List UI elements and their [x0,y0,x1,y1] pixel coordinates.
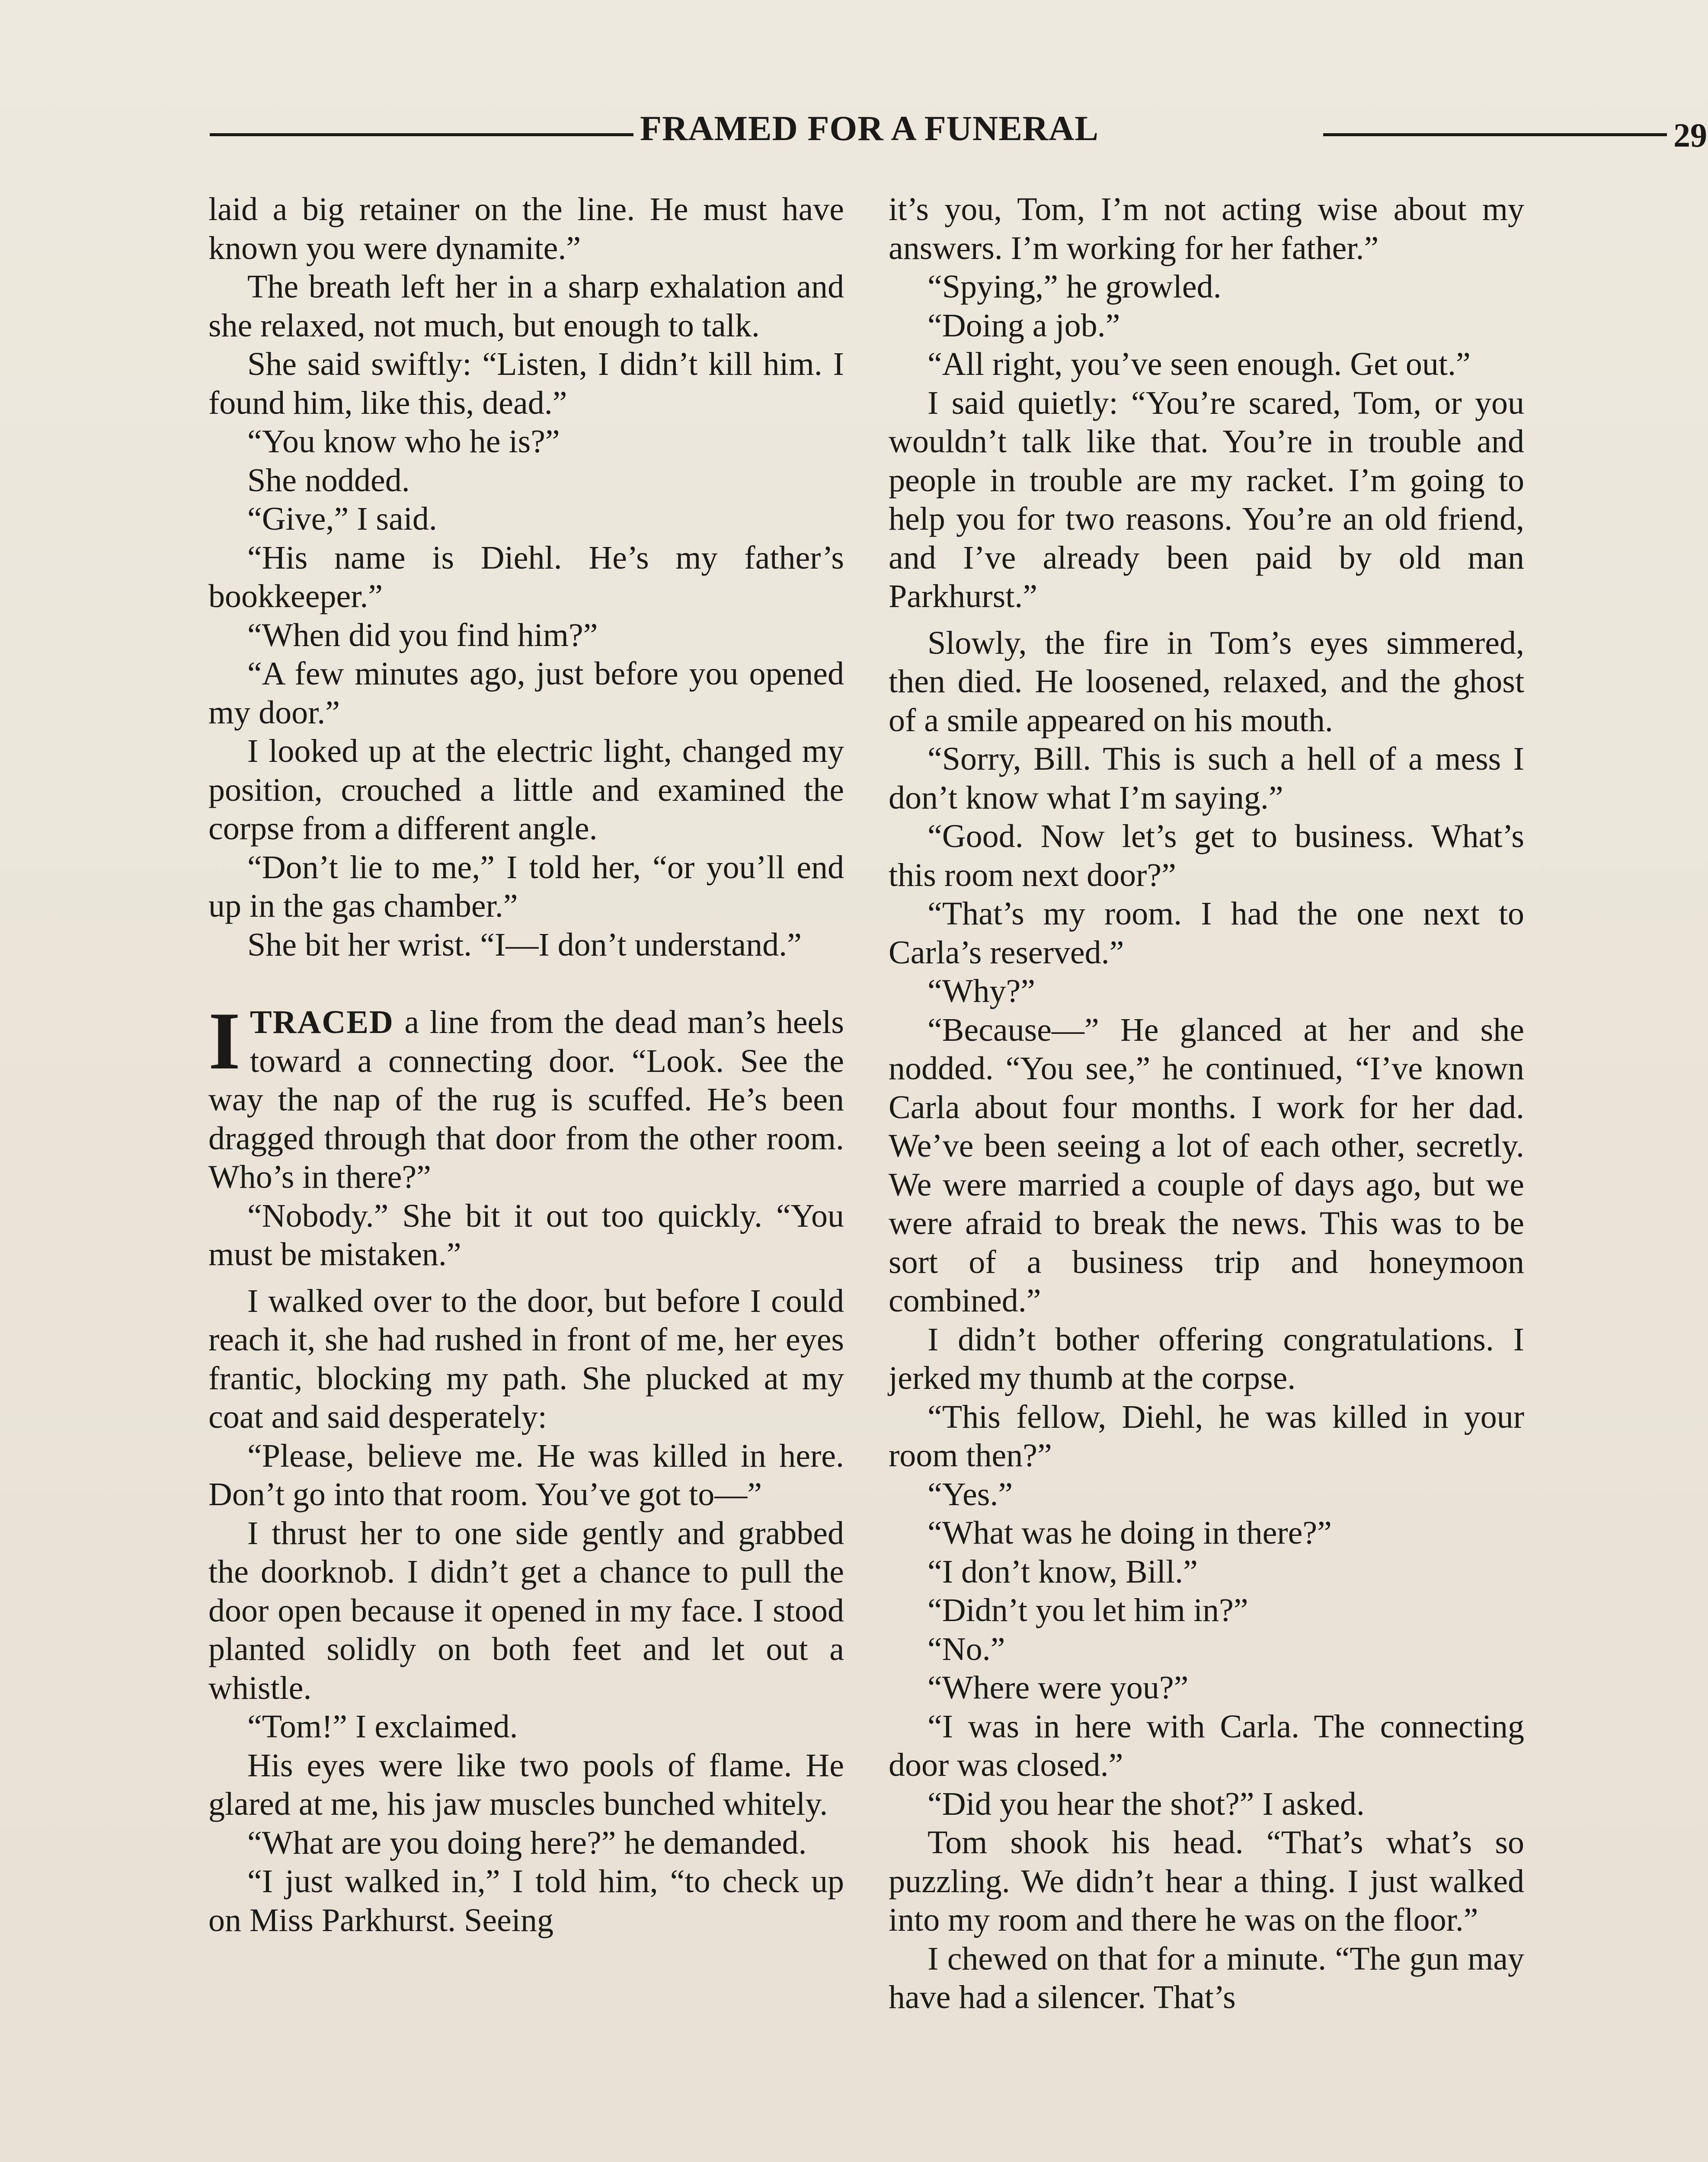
paragraph: “I was in here with Carla. The connecting door was closed.” [889,1708,1524,1783]
paragraph: “His name is Diehl. He’s my father’s bookkeeper.” [208,539,844,614]
paragraph: “Doing a job.” [928,307,1120,344]
paragraph: “Didn’t you let him in?” [928,1592,1248,1628]
paragraph: “What are you doing here?” he demanded. [247,1824,807,1861]
story-title: FRAMED FOR A FUNERAL [640,109,1099,148]
paragraph: “I just walked in,” I told him, “to check up on Miss Parkhurst. Seeing [208,1863,844,1938]
header-rule-left [210,133,633,136]
paragraph: Slowly, the fire in Tom’s eyes simmered, then died. He loosened, relaxed, and the ghost of a smile appeared on his mouth. [889,624,1524,739]
page-number: 29 [1673,116,1707,154]
paragraph: I thrust her to one side gently and grabbed the doorknob. I didn’t get a chance to pull the door open because it opened in my face. I stood planted solidly on both feet and let out a whistle. [208,1515,844,1706]
paragraph: “I don’t know, Bill.” [928,1553,1198,1590]
paragraph: laid a big retainer on the line. He must have known you were dynamite.” [208,191,844,266]
paragraph: “Give,” I said. [247,501,437,537]
right-column [889,190,1524,2017]
paragraph: I said quietly: “You’re scared, Tom, or you wouldn’t talk like that. You’re in trouble and people in trouble are my racket. I’m going to help you for two reasons. You’re an old friend, and I’ve already been paid by old man Parkhurst.” [889,384,1524,614]
paragraph: “Why?” [928,973,1035,1009]
paragraph: “When did you find him?” [247,617,598,653]
opening-word: TRACED [249,1004,394,1040]
paragraph: “That’s my room. I had the one next to Carla’s reserved.” [889,896,1524,971]
paragraph: “Please, believe me. He was killed in here. Don’t go into that room. You’ve got to—” [208,1437,844,1513]
header-rule-right [1323,133,1667,136]
paragraph: “Because—” He glanced at her and she nodded. “You see,” he continued, “I’ve known Carla about four months. I work for her dad. We’ve been seeing a lot of each other, secretly. We were married a couple of days ago, but we were afraid to break the news. This was to be sort of a business trip and honeymoon combined.” [889,1011,1524,1319]
paragraph: Tom shook his head. “That’s what’s so puzzling. We didn’t hear a thing. I just walked into my room and there he was on the floor.” [889,1824,1524,1938]
left-column [208,190,844,1940]
paragraph: I chewed on that for a minute. “The gun may have had a silencer. That’s [889,1940,1524,2015]
paragraph: I walked over to the door, but before I could reach it, she had rushed in front of me, her eyes frantic, blocking my path. She plucked at my coat and said desperately: [208,1282,844,1435]
paragraph: “Sorry, Bill. This is such a hell of a mess I don’t know what I’m saying.” [889,741,1524,816]
paragraph: “Good. Now let’s get to business. What’s this room next door?” [889,818,1524,893]
paragraph: She bit her wrist. “I—I don’t understand.” [247,926,802,963]
paragraph: “All right, you’ve seen enough. Get out.” [928,346,1471,382]
paragraph: I didn’t bother offering congratulations. I jerked my thumb at the corpse. [889,1321,1524,1396]
paragraph: “Spying,” he growled. [928,269,1222,305]
paragraph: The breath left her in a sharp exhalation and she relaxed, not much, but enough to talk. [208,269,844,344]
running-header [210,108,1707,160]
paragraph: “Where were you?” [928,1669,1189,1706]
paragraph-text: a line from the dead man’s heels toward a connecting door. “Look. See the way the nap of the rug is scuffed. He’s been dragged through that door from the other room. Who’s in there?” [208,1004,844,1195]
drop-cap: I [208,996,240,1087]
section-opening-paragraph [208,996,844,1197]
paragraph: “You know who he is?” [247,423,560,460]
paragraph: “Nobody.” She bit it out too quickly. “You must be mistaken.” [208,1197,844,1273]
paragraph: “This fellow, Diehl, he was killed in your room then?” [889,1398,1524,1474]
paragraph: She said swiftly: “Listen, I didn’t kill him. I found him, like this, dead.” [208,346,844,421]
paragraph: “What was he doing in there?” [928,1515,1332,1551]
paragraph: it’s you, Tom, I’m not acting wise about my answers. I’m working for her father.” [889,191,1524,266]
paragraph: His eyes were like two pools of flame. He glared at me, his jaw muscles bunched whitely. [208,1747,844,1822]
paragraph: “No.” [928,1631,1005,1667]
paragraph: “Yes.” [928,1476,1013,1513]
paragraph: “Tom!” I exclaimed. [247,1708,518,1745]
paragraph: She nodded. [247,462,410,499]
paragraph: “A few minutes ago, just before you opened my door.” [208,656,844,731]
paragraph: I looked up at the electric light, changed my position, crouched a little and examined the corpse from a different angle. [208,733,844,847]
paragraph: “Don’t lie to me,” I told her, “or you’ll end up in the gas chamber.” [208,849,844,924]
paragraph: “Did you hear the shot?” I asked. [928,1785,1365,1822]
